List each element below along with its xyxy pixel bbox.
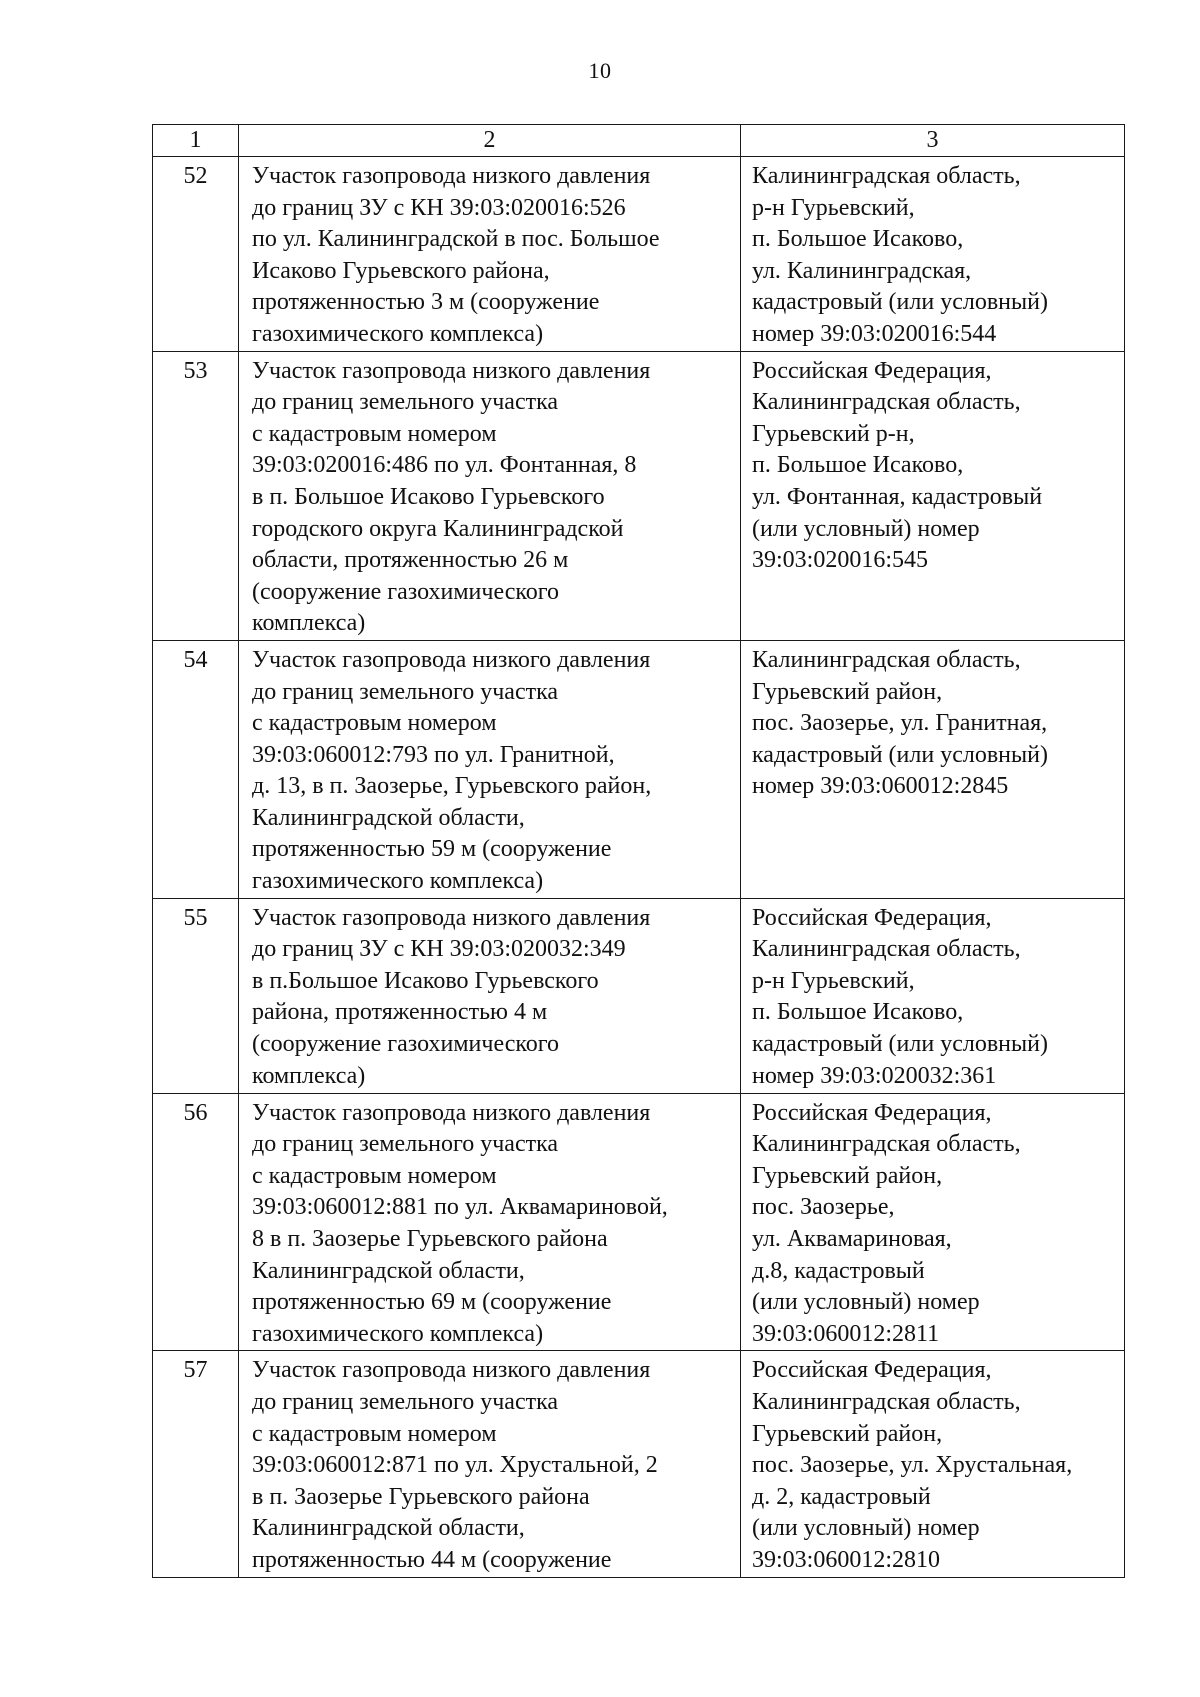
description-line: 39:03:060012:871 по ул. Хрустальной, 2	[252, 1452, 658, 1479]
row-number: 57	[153, 1351, 239, 1577]
description-line: Калининградской области,	[252, 1257, 525, 1284]
address-line: Российская Федерация,	[752, 357, 992, 384]
object-description	[239, 157, 741, 352]
address-line: Калининградская область,	[752, 1389, 1021, 1415]
description-line: газохимического комплекса)	[252, 320, 544, 347]
address-line: Российская Федерация,	[752, 1099, 992, 1126]
description-line: с кадастровым номером	[252, 1420, 497, 1447]
row-number: 54	[153, 640, 239, 898]
address-line: (или условный) номер	[752, 515, 980, 542]
address-line: (или условный) номер	[752, 1515, 980, 1542]
description-line: комплекса)	[252, 1062, 366, 1089]
description-line: Калининградской области,	[252, 804, 525, 831]
header-row	[153, 125, 1125, 157]
description-line: Калининградской области,	[252, 1515, 525, 1542]
column-header-address: 3	[741, 125, 1125, 157]
description-line: Участок газопровода низкого давления	[252, 1357, 651, 1384]
description-line: Участок газопровода низкого давления	[252, 904, 651, 931]
address-line: номер 39:03:020016:544	[752, 320, 997, 347]
address-line: п. Большое Исаково,	[752, 452, 964, 479]
object-address	[741, 1351, 1125, 1577]
description-line: до границ земельного участка	[252, 1131, 559, 1158]
table-row	[153, 640, 1125, 898]
description-line: 39:03:020016:486 по ул. Фонтанная, 8	[252, 452, 637, 479]
address-line: Российская Федерация,	[752, 904, 992, 931]
address-line: пос. Заозерье, ул. Гранитная,	[752, 710, 1048, 737]
description-line: газохимического комплекса)	[252, 1320, 544, 1347]
address-line: пос. Заозерье, ул. Хрустальная,	[752, 1452, 1073, 1479]
description-line: в п. Большое Исаково Гурьевского	[252, 483, 605, 510]
address-line: кадастровый (или условный)	[752, 741, 1048, 768]
address-line: (или условный) номер	[752, 1289, 980, 1316]
description-line: до границ земельного участка	[252, 1389, 559, 1415]
address-line: Гурьевский район,	[752, 1420, 943, 1447]
address-line: пос. Заозерье,	[752, 1194, 895, 1221]
table-row	[153, 1093, 1125, 1351]
description-line: Исаково Гурьевского района,	[252, 257, 550, 284]
address-line: кадастровый (или условный)	[752, 1031, 1048, 1058]
description-line: протяженностью 59 м (сооружение	[252, 836, 612, 863]
column-header-number: 1	[153, 125, 239, 157]
description-line: области, протяженностью 26 м	[252, 547, 569, 574]
description-line: до границ ЗУ с КН 39:03:020032:349	[252, 936, 626, 963]
object-description	[239, 1351, 741, 1577]
description-line: 8 в п. Заозерье Гурьевского района	[252, 1226, 608, 1253]
description-line: (сооружение газохимического	[252, 1031, 560, 1058]
description-line: протяженностью 3 м (сооружение	[252, 289, 600, 316]
description-line: с кадастровым номером	[252, 710, 497, 737]
address-line: ул. Фонтанная, кадастровый	[752, 483, 1043, 510]
address-line: Калининградская область,	[752, 936, 1021, 963]
address-line: кадастровый (или условный)	[752, 289, 1048, 316]
page-number: 10	[588, 58, 612, 83]
description-line: протяженностью 44 м (сооружение	[252, 1546, 612, 1573]
description-line: газохимического комплекса)	[252, 868, 544, 895]
register-table	[152, 124, 1125, 1578]
object-address	[741, 157, 1125, 352]
table-row	[153, 157, 1125, 352]
address-line: 39:03:020016:545	[752, 547, 929, 574]
address-line: Калининградская область,	[752, 646, 1021, 673]
description-line: 39:03:060012:793 по ул. Гранитной,	[252, 741, 615, 768]
description-line: с кадастровым номером	[252, 420, 497, 447]
object-address	[741, 898, 1125, 1093]
address-line: 39:03:060012:2811	[752, 1320, 940, 1347]
address-line: Калининградская область,	[752, 1131, 1021, 1158]
object-address	[741, 640, 1125, 898]
address-line: номер 39:03:060012:2845	[752, 773, 1009, 800]
description-line: до границ ЗУ с КН 39:03:020016:526	[252, 194, 626, 221]
address-line: ул. Калининградская,	[752, 257, 972, 284]
description-line: д. 13, в п. Заозерье, Гурьевского район,	[252, 773, 652, 800]
column-header-description: 2	[239, 125, 741, 157]
address-line: Калининградская область,	[752, 163, 1021, 189]
table-row	[153, 898, 1125, 1093]
description-line: по ул. Калининградской в пос. Большое	[252, 226, 660, 253]
description-line: в п. Заозерье Гурьевского района	[252, 1483, 590, 1510]
row-number: 55	[153, 898, 239, 1093]
description-line: Участок газопровода низкого давления	[252, 357, 651, 384]
address-line: п. Большое Исаково,	[752, 999, 964, 1026]
description-line: Участок газопровода низкого давления	[252, 163, 651, 189]
description-line: 39:03:060012:881 по ул. Аквамариновой,	[252, 1194, 668, 1221]
address-line: Гурьевский район,	[752, 678, 943, 705]
row-number: 52	[153, 157, 239, 352]
address-line: Российская Федерация,	[752, 1357, 992, 1384]
address-line: п. Большое Исаково,	[752, 226, 964, 253]
description-line: в п.Большое Исаково Гурьевского	[252, 967, 599, 994]
address-line: 39:03:060012:2810	[752, 1546, 941, 1573]
object-address	[741, 351, 1125, 640]
description-line: Участок газопровода низкого давления	[252, 646, 651, 673]
address-line: д. 2, кадастровый	[752, 1483, 931, 1510]
description-line: городского округа Калининградской	[252, 515, 624, 542]
description-line: комплекса)	[252, 610, 366, 637]
row-number: 56	[153, 1093, 239, 1351]
description-line: Участок газопровода низкого давления	[252, 1099, 651, 1126]
address-line: Гурьевский р-н,	[752, 420, 915, 447]
description-line: с кадастровым номером	[252, 1162, 497, 1189]
object-description	[239, 898, 741, 1093]
address-line: Гурьевский район,	[752, 1162, 943, 1189]
address-line: р-н Гурьевский,	[752, 967, 915, 994]
address-line: Калининградская область,	[752, 389, 1021, 416]
table-header	[153, 125, 1125, 157]
object-address	[741, 1093, 1125, 1351]
description-line: (сооружение газохимического	[252, 578, 560, 605]
description-line: до границ земельного участка	[252, 389, 559, 416]
table-body	[153, 157, 1125, 1578]
table-row	[153, 351, 1125, 640]
object-description	[239, 640, 741, 898]
object-description	[239, 1093, 741, 1351]
address-line: номер 39:03:020032:361	[752, 1062, 997, 1089]
address-line: д.8, кадастровый	[752, 1257, 925, 1284]
table-row	[153, 1351, 1125, 1577]
description-line: до границ земельного участка	[252, 678, 559, 705]
object-description	[239, 351, 741, 640]
description-line: района, протяженностью 4 м	[252, 999, 548, 1026]
row-number: 53	[153, 351, 239, 640]
description-line: протяженностью 69 м (сооружение	[252, 1289, 612, 1316]
address-line: р-н Гурьевский,	[752, 194, 915, 221]
address-line: ул. Аквамариновая,	[752, 1226, 952, 1253]
